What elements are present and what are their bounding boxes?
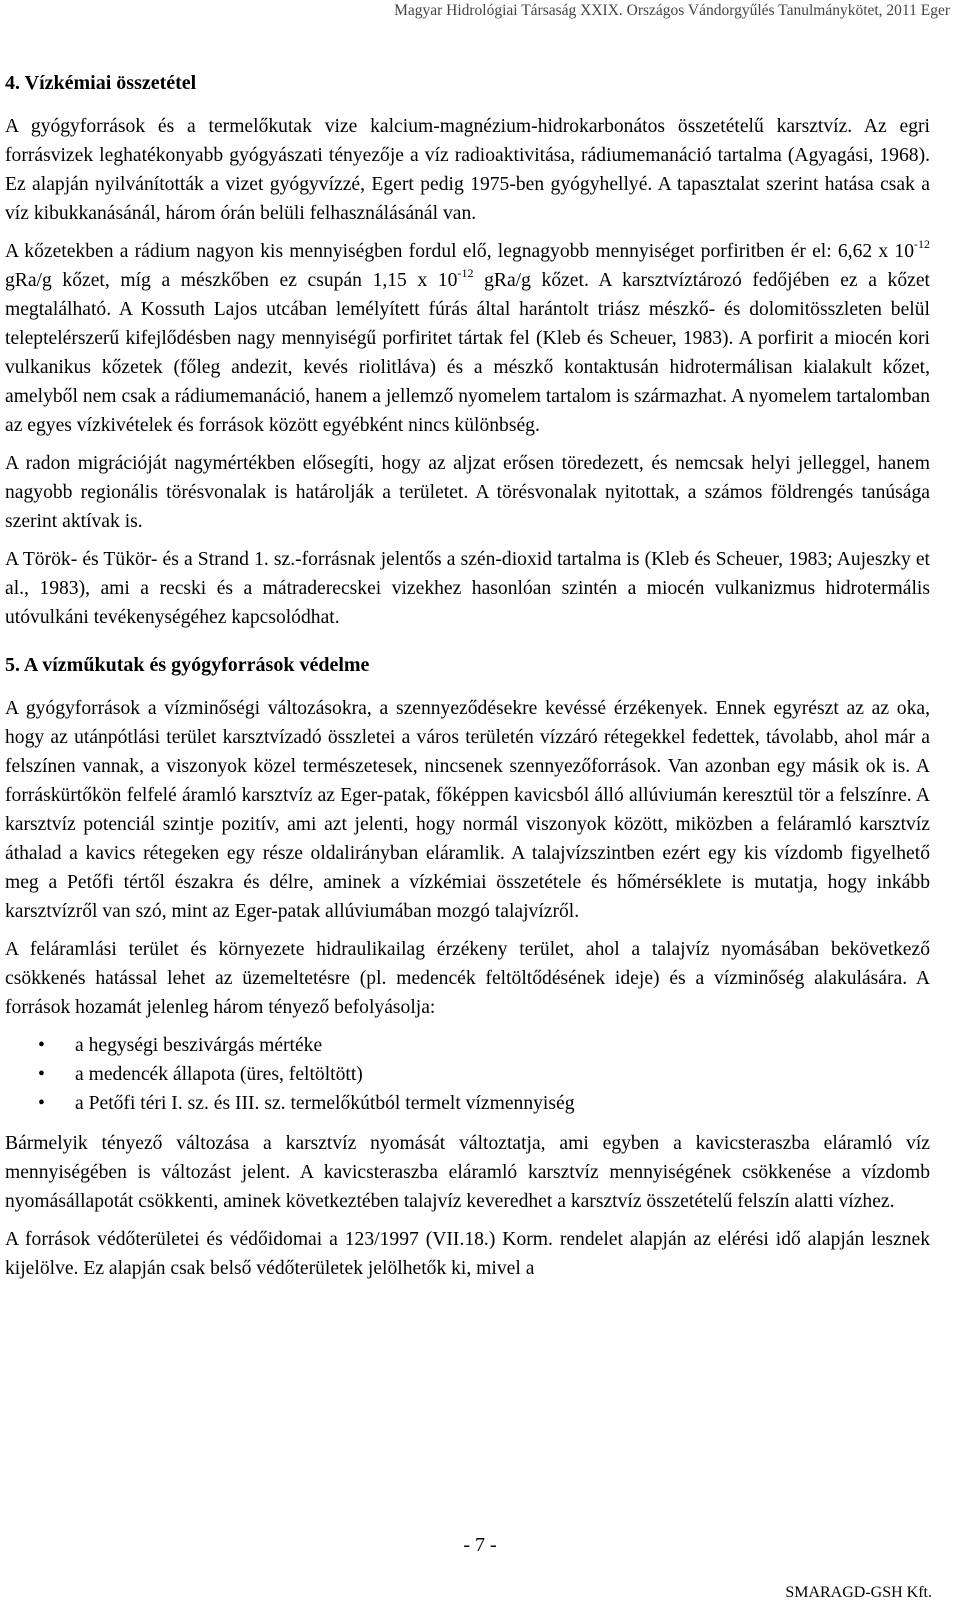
page-number: - 7 -	[463, 1534, 497, 1556]
list-item: • a medencék állapota (üres, feltöltött)	[5, 1060, 930, 1089]
bullet-icon: •	[38, 1064, 45, 1085]
section-heading-4: 4. Vízkémiai összetétel	[5, 72, 197, 94]
paragraph: A gyógyforrások és a termelőkutak vize kalcium-magnézium-hidrokarbonátos összetételű karsztvíz. Az egri forrásvizek leghatékonyabb gyógyászati tényezője a víz radioaktivitása, rádiumemanáció tartalma (Agyagási, 1968). Ez alapján nyilvánították a vizet gyógyvízzé, Egert pedig 1975-ben gyógyhellyé. A tapasztalat szerint hatása csak a víz kibukkanásánál, három órán belüli felhasználásánál van.	[5, 116, 930, 224]
body-text	[5, 68, 930, 1292]
running-header: Magyar Hidrológiai Társaság XXIX. Országos Vándorgyűlés Tanulmánykötet, 2011 Eger	[394, 2, 950, 19]
paragraph: A gyógyforrások a vízminőségi változásokra, a szennyeződésekre kevéssé érzékenyek. Ennek egyrészt az az oka, hogy az utánpótlási terület karsztvízadó összletei a város területén vízzáró rétegekkel fedettek, távolabb, ahol már a felszínen vannak, a viszonyok közel természetesek, nincsenek szennyezőforrások. Van azonban egy másik ok is. A forráskürtőkön felfelé áramló karsztvíz az Eger-patak, főképpen kavicsból álló allúviumán keresztül tör a felszínre. A karsztvíz potenciál szintje pozitív, ami azt jelenti, hogy normál viszonyok között, miközben a feláramló karsztvíz áthalad a kavics rétegeken egy része oldalirányban eláramlik. A talajvízszintben ezért egy kis vízdomb figyelhető meg a Petőfi tértől északra és délre, aminek a vízkémiai összetétele és hőmérséklete is mutatja, hogy inkább karsztvízről van szó, mint az Eger-patak allúviumában mozgó talajvízről.	[5, 698, 930, 922]
section-heading-5: 5. A vízműkutak és gyógyforrások védelme	[5, 654, 370, 676]
paragraph: A radon migrációját nagymértékben elősegíti, hogy az aljzat erősen töredezett, és nemcsak helyi jelleggel, hanem nagyobb regionális törésvonalak is határolják a területet. A törésvonalak nyitottak, a számos földrengés tanúsága szerint aktívak is.	[5, 453, 930, 532]
exponent: -12	[914, 237, 930, 252]
bullet-list	[5, 1031, 930, 1118]
bullet-icon: •	[38, 1035, 45, 1056]
list-item: • a hegységi beszivárgás mértéke	[5, 1031, 930, 1060]
paragraph: A feláramlási terület és környezete hidraulikailag érzékeny terület, ahol a talajvíz nyomásában bekövetkező csökkenés hatással lehet az üzemeltetésre (pl. medencék feltöltődésének ideje) és a vízminőség alakulására. A források hozamát jelenleg három tényező befolyásolja:	[5, 939, 930, 1018]
paragraph: A források védőterületei és védőidomai a 123/1997 (VII.18.) Korm. rendelet alapján az elérési idő alapján lesznek kijelölve. Ez alapján csak belső védőterületek jelölhetők ki, mivel a	[5, 1229, 930, 1279]
footer-brand: SMARAGD-GSH Kft.	[785, 1584, 932, 1601]
exponent: -12	[457, 266, 474, 281]
paragraph: A Török- és Tükör- és a Strand 1. sz.-forrásnak jelentős a szén-dioxid tartalma is (Kleb és Scheuer, 1983; Aujeszky et al., 1983), ami a recski és a mátraderecskei vizekhez hasonlóan szintén a miocén vulkanizmus hidrotermális utóvulkáni tevékenységéhez kapcsolódhat.	[5, 549, 930, 628]
paragraph: Bármelyik tényező változása a karsztvíz nyomását változtatja, ami egyben a kavicsteraszba eláramló víz mennyiségében is változást jelent. A kavicsteraszba eláramló karsztvíz mennyiségének csökkenése a vízdomb nyomásállapotát csökkenti, aminek következtében talajvíz keveredhet a karsztvíz összetételű felszín alatti vízhez.	[5, 1133, 930, 1212]
bullet-icon: •	[38, 1093, 45, 1114]
paragraph-radium: A kőzetekben a rádium nagyon kis mennyiségben fordul elő, legnagyobb mennyiséget porfiritben ér el: 6,62 x $10^{-12}$ gRa/g kőzet, míg a mészkőben ez csupán 1,15 x $10^{-12}$ gRa/g kőzet. A karsztvíztározó fedőjében ez a kőzet megtalálható. A Kossuth Lajos utcában lemélyített fúrás által harántolt triász mészkő- és dolomitösszleten belül teleptelérszerű kifejlődésben nagy mennyiségű porfiritet tártak fel (Kleb és Scheuer, 1983). A porfirit a miocén kori vulkanikus kőzetek (főleg andezit, kevés riolitláva) és a mészkő kontaktusán hidrotermálisan kialakult kőzet, amelyből nem csak a rádiumemanáció, hanem a jellemző nyomelem tartalom is származhat. A nyomelem tartalomban az egyes vízkivételek és források között egyébként nincs különbség.	[5, 237, 930, 436]
list-item: • a Petőfi téri I. sz. és III. sz. termelőkútból termelt vízmennyiség	[5, 1089, 930, 1118]
